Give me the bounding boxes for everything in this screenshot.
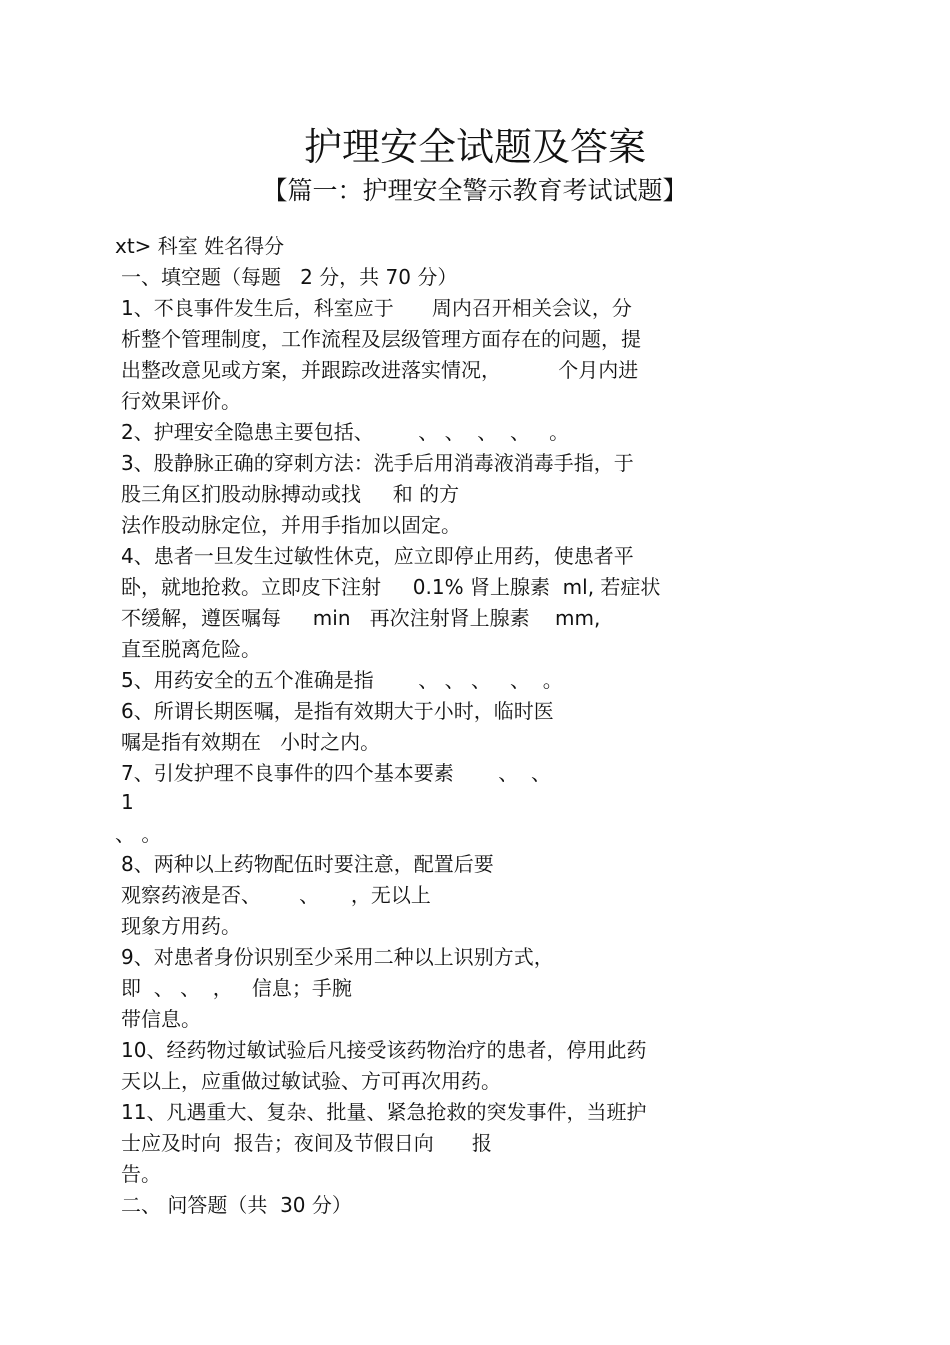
question-line: 行效果评价。 — [121, 389, 241, 413]
question-line: 1、不良事件发生后，科室应于 周内召开相关会议，分 — [121, 296, 632, 320]
question-line: 6、所谓长期医嘱，是指有效期大于小时，临时医 — [121, 699, 554, 723]
section-heading-qa: 二、 问答题（共 30 分） — [121, 1193, 352, 1217]
question-line: 不缓解，遵医嘱每 min 再次注射肾上腺素 mm, — [121, 606, 601, 630]
question-line: 9、对患者身份识别至少采用二种以上识别方式， — [121, 945, 554, 969]
header-info-line: xt> 科室 姓名得分 — [115, 234, 285, 258]
question-line: 3、股静脉正确的穿刺方法：洗手后用消毒液消毒手指，于 — [121, 451, 634, 475]
document-subtitle: 【篇一：护理安全警示教育考试试题】 — [262, 176, 688, 205]
question-line: 5、用药安全的五个准确是指 、 、 、 、 。 — [121, 668, 563, 692]
document-title: 护理安全试题及答案 — [303, 125, 646, 169]
question-line: 10、经药物过敏试验后凡接受该药物治疗的患者，停用此药 — [121, 1038, 647, 1062]
question-line: 法作股动脉定位，并用手指加以固定。 — [121, 513, 461, 537]
question-line: 天以上，应重做过敏试验、方可再次用药。 — [121, 1069, 501, 1093]
question-line: 嘱是指有效期在 小时之内。 — [121, 730, 381, 754]
question-line: 士应及时向 报告；夜间及节假日向 报 — [121, 1131, 492, 1155]
question-line: 直至脱离危险。 — [121, 637, 261, 661]
question-line: 、 。 — [115, 822, 162, 846]
question-line: 股三角区扪股动脉搏动或找 和 的方 — [121, 482, 460, 506]
question-line: 即 、 、 ， 信息；手腕 — [121, 976, 352, 1000]
question-line: 卧，就地抢救。立即皮下注射 0.1% 肾上腺素 ml, 若症状 — [121, 575, 661, 599]
question-line: 带信息。 — [121, 1007, 201, 1031]
question-line: 1 — [121, 790, 134, 814]
question-line: 7、引发护理不良事件的四个基本要素 、 、 — [121, 761, 551, 785]
question-line: 析整个管理制度，工作流程及层级管理方面存在的问题，提 — [121, 327, 641, 351]
question-line: 现象方用药。 — [121, 914, 241, 938]
question-line: 告。 — [121, 1162, 161, 1186]
question-line: 4、患者一旦发生过敏性休克，应立即停止用药，使患者平 — [121, 544, 634, 568]
question-line: 2、护理安全隐患主要包括、 、 、 、 、 。 — [121, 420, 570, 444]
question-line: 观察药液是否、 、 ，无以上 — [121, 883, 431, 907]
section-heading-fill-blank: 一、填空题（每题 2 分，共 70 分） — [121, 265, 458, 289]
question-line: 11、凡遇重大、复杂、批量、紧急抢救的突发事件，当班护 — [121, 1100, 647, 1124]
question-line: 8、两种以上药物配伍时要注意，配置后要 — [121, 852, 494, 876]
question-line: 出整改意见或方案，并跟踪改进落实情况， 个月内进 — [121, 358, 639, 382]
